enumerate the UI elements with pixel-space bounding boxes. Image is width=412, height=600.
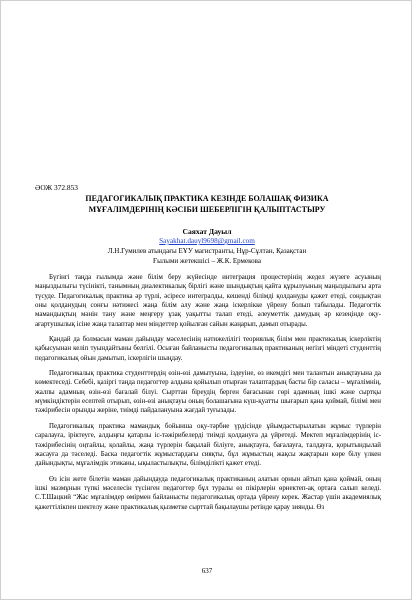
scientific-adviser: Ғылыми жетекшісі – Ж.К. Ермекова	[153, 257, 261, 265]
author-affiliation: Л.Н.Гумилев атындағы ЕҰУ магистранты, Нұр-Сұлтан, Қазақстан	[107, 247, 307, 255]
page-number: 637	[201, 567, 213, 575]
body-paragraph: Өз ісін жете білетін маман дайындауда педагогикалық практиканың алатын орнын айтып қана қоймай, оның ішкі мазмұнын түпкі мәселесін түсінген педагогтер бұл туралы өз пікірлерін өрнектеп-ақ ортаға салып келеді. С.Т.Шацкий “Жас мұғалімдер өмірмен байланысты педагогикалық ортада үйрену керек. Жастар үшін академиялық қажеттілікпен шектелу және практикалық қызметке сырттай бақылаушы ретінде қарау зиянды. Өз	[35, 475, 381, 511]
udc-code: ӘОЖ 372.853	[35, 183, 78, 192]
article-title	[31, 194, 383, 215]
body-paragraph: Педагогикалық практика мамандық бойынша оқу-тәрбие үрдісінде ұйымдастырылатын жұмыс түрлерін саралауға, іріктеуге, алдыңғы қатарлы іс-тәжірибелерді тиімді қолдануға да үйретеді. Мектеп мұғалімдерінің іс-тәжірибесінің оңтайлы, қолайлы, жаңа түрлерін бақылай біліуге, анықтауға, бағалауға, талдауға, қорытындылай жасауға да тәселеді. Баска педагогтік жұмыстардағы сияқты, бұл жұмыстың жақсы жақтарын көре білу үлкен дайындықты, мұғалімдік этиканы, ықыластылықты, білімділікті қажет етеді.	[35, 422, 381, 468]
author-name: Саяхат Дауыл	[182, 227, 232, 236]
body-paragraph: Педагогикалық практика студенттердің өзін-өзі дамытуына, іздеуіне, өз икемдігі мен талантын анықтауына да көмектеседі. Себебі, қазіргі таңда педагогтер алдына қойылып отырған талаптардың басты бір саласы – мұғалімнің, жалпы адамның өзін-өзі бағалай білуі. Сырттан біреудің берген бағасынан гөрі адамның ішкі және сыртқы мүмкіндіктерін есептей отырып, өзін-өзі анықтауы оның болашағына күш-қуатты шығарып қана қоймай, білімі мен тәжірибесін орынды жеріне, тиімді пайдалануына жағдай туғызады.	[35, 370, 381, 415]
body-paragraph: Бүгінгі таңда ғылымда және білім беру жүйесінде интеграция процестерінің жедел жүзеге асуының маңыздылығы түсінікті, танымның диалектикалық бірлігі және шындықтың қайта құрылуының маңыздылығы арта түсуде. Педагогикалық практика әр түрлі, әсіресе интегралды, кешенді білімді қолдануды қажет етеді, сондықтан оны қолданудың сонғы нәтижесі жаңа білім алу және жаңа іскерлікке үйрену болып табылады. Педагогтік мамандықтың мәнін тану және меңгеру ұзақ уақытты талап етеді, әлеуметтік дамудың әр кезеңінде оқу-ағартушылық ісіне жаңа талаптар мен міндеттер қойылған сайын жаңарып, дамып отырады.	[35, 274, 381, 328]
title-line-1: ПЕДАГОГИКАЛЫҚ ПРАКТИКА КЕЗІНДЕ БОЛАШАҚ ФИЗИКА	[85, 194, 329, 203]
author-email-link[interactable]: Sayakhat.dauyl9698@gmail.com	[159, 237, 255, 245]
article-body	[35, 273, 381, 518]
body-paragraph: Қандай да болмасын маман дайындау мәселесінің нәтижелілігі теориялық білім мен практикалық іскерліктің қабысуынан келіп туындайтыны белгілі. Осыған байланысты педагогикалық практиканың негізгі міндеті студенттің педагогикалық ойын дамытып, іскерлігін шыңдау.	[35, 336, 381, 362]
title-line-2: МҰҒАЛІМДЕРІНІҢ КӘСІБИ ШЕБЕРЛІГІН ҚАЛЫПТАСТЫРУ	[88, 204, 326, 214]
